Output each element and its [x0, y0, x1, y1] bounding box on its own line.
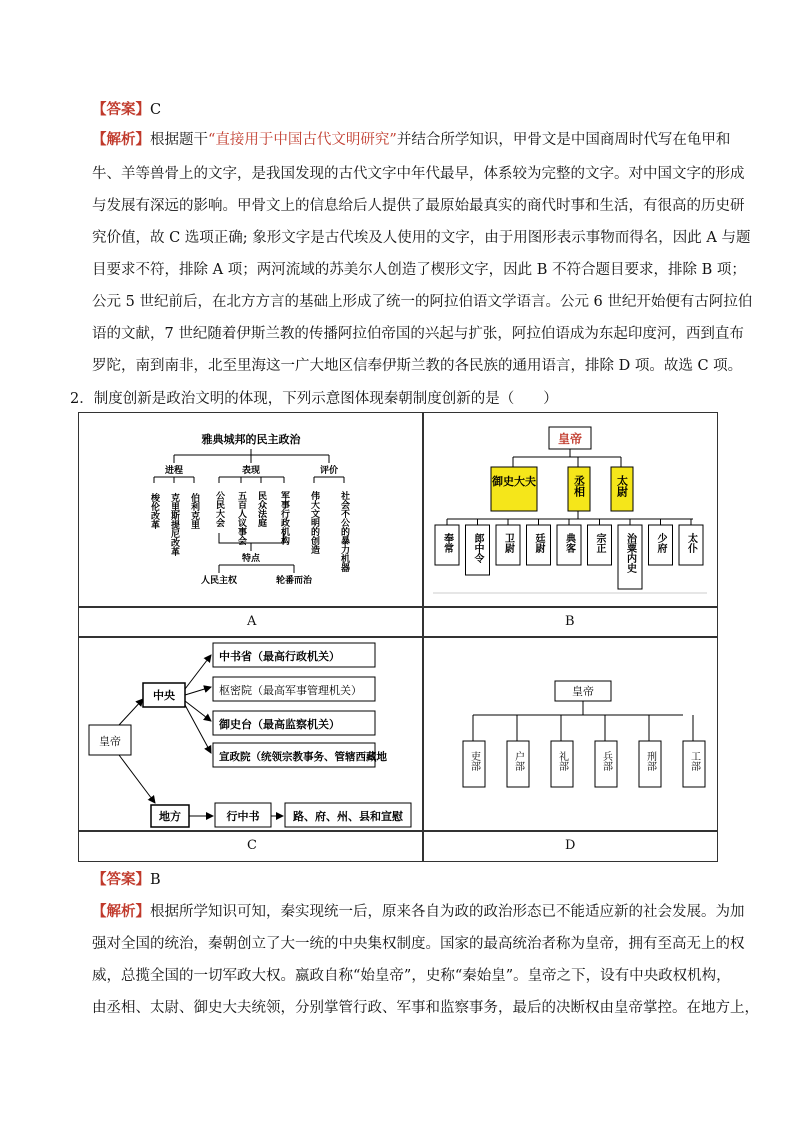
ministers-row: [435, 519, 703, 589]
analysis-2-line-0: [92, 902, 745, 922]
minister-label: 少府: [655, 533, 666, 553]
item: 军事行政机构: [279, 491, 289, 545]
analysis-1-line-2: 与发展有深远的影响。甲骨文上的信息给后人提供了最原始最真实的商代时事和生活，有很高的历史研: [92, 198, 745, 214]
minister-label: 卫尉: [502, 533, 514, 553]
emperor-box: 皇帝: [572, 685, 594, 698]
item: 民众法庭: [256, 491, 266, 527]
analysis-text: 根据所学知识可知，秦实现统一后，原来各自为政的政治形态已不能适应新的社会发展。为加: [150, 904, 745, 920]
analysis-tag: 【解析】: [92, 903, 150, 920]
analysis-1-line-4: 目要求不符，排除 A 项；两河流域的苏美尔人创造了楔形文字，因此 B 不符合题目要求，排除 B 项；: [92, 262, 746, 278]
ministry-label: 兵部: [600, 751, 612, 771]
analysis-2-line-2: 威，总揽全国的一切军政大权。嬴政自称“始皇帝”，史称“秦始皇”。皇帝之下，设有中央政权机构，: [92, 968, 731, 984]
option-b-label: B: [565, 614, 575, 629]
local-box: 地方: [159, 810, 181, 823]
answer-1: [92, 100, 732, 120]
answer-tag: 【答案】: [92, 101, 150, 118]
analysis-1-line-0: [92, 130, 732, 150]
branch-evaluation: 评价: [319, 466, 339, 476]
option-d-diagram: [422, 636, 718, 832]
item: 梭伦改革: [149, 493, 159, 529]
minister-label: 太仆: [685, 533, 697, 553]
censor-box: 御史大夫: [492, 475, 536, 488]
central-item: 御史台（最高监察机关）: [219, 718, 340, 731]
item: 克里斯提尼改革: [169, 493, 179, 556]
item: 伯利克里: [189, 493, 199, 529]
label-d-cell: [422, 830, 718, 862]
answer-value: B: [150, 872, 161, 888]
qin-structure-diagram: [423, 413, 717, 607]
option-c-diagram: [78, 636, 424, 832]
label-b-cell: [422, 606, 718, 638]
answer-2: [92, 870, 732, 890]
feature-item: 人民主权: [200, 576, 238, 586]
item: 伟大文明的创造: [309, 491, 319, 554]
feature-item: 轮番而治: [275, 576, 313, 586]
label-c-cell: [78, 830, 424, 862]
analysis-2-line-1: 强对全国的统治，秦朝创立了大一统的中央集权制度。国家的最高统治者称为皇帝，拥有至高无上的权: [92, 936, 745, 952]
ministry-label: 工部: [688, 751, 700, 771]
analysis-tag: 【解析】: [92, 131, 150, 148]
branch-progress: 进程: [164, 466, 184, 476]
ministry-label: 刑部: [644, 751, 656, 771]
ministry-label: 户部: [512, 751, 524, 771]
ministry-label: 礼部: [556, 751, 568, 771]
item: 公民大会: [214, 491, 224, 527]
answer-tag: 【答案】: [92, 871, 150, 888]
question-2: 2．制度创新是政治文明的体现，下列示意图体现秦朝制度创新的是（ ）: [70, 391, 558, 407]
emperor-box: 皇帝: [557, 432, 583, 446]
option-b-diagram: [422, 412, 718, 608]
commandant-box: 太尉: [615, 475, 629, 497]
emperor-box: 皇帝: [99, 735, 121, 748]
diagram-title: 雅典城邦的民主政治: [201, 433, 301, 446]
province-box: 行中书: [226, 810, 260, 823]
ming-structure-diagram: [423, 637, 717, 831]
analysis-text: 并结合所学知识，甲骨文是中国商周时代写在龟甲和: [396, 132, 731, 148]
analysis-1-line-5: 公元 5 世纪前后，在北方方言的基础上形成了统一的阿拉伯语文学语言。公元 6 世纪开始便有古阿拉伯: [92, 294, 753, 310]
option-c-label: C: [247, 838, 257, 853]
analysis-1-line-3: 究价值，故 C 选项正确; 象形文字是古代埃及人使用的文字，由于用图形表示事物而得名，因此 A 与题: [92, 230, 751, 246]
analysis-1-line-1: 牛、羊等兽骨上的文字，是我国发现的古代文字中年代最早，体系较为完整的文字。对中国文字的形成: [92, 166, 745, 182]
athens-democracy-diagram: [79, 413, 423, 607]
minister-label: 廷尉: [533, 533, 544, 553]
ministry-label: 吏部: [468, 751, 480, 771]
central-box: 中央: [153, 689, 175, 702]
option-d-label: D: [565, 838, 576, 853]
minister-label: 治粟内史: [624, 533, 636, 573]
central-item: 宣政院（统领宗教事务、管辖西藏地: [219, 751, 387, 763]
quote-text: “直接用于中国古代文明研究”: [208, 132, 397, 148]
minister-label: 郎中令: [472, 533, 483, 563]
answer-value: C: [150, 102, 162, 118]
chancellor-box: 丞相: [572, 475, 586, 497]
branch-performance: 表现: [241, 466, 261, 476]
minister-label: 宗正: [594, 533, 605, 553]
item: 五百人议事会: [236, 491, 246, 545]
ministries-row: [463, 715, 705, 787]
item: 社会不公的暴力机器: [339, 491, 349, 572]
analysis-2-line-3: 由丞相、太尉、御史大夫统领，分别掌管行政、军事和监察事务，最后的决断权由皇帝掌控。在地方上，: [92, 1000, 759, 1016]
label-a-cell: [78, 606, 424, 638]
central-item: 枢密院（最高军事管理机关）: [219, 684, 362, 697]
option-a-diagram: [78, 412, 424, 608]
analysis-1-line-7: 罗陀，南到南非，北至里海这一广大地区信奉伊斯兰教的各民族的通用语言，排除 D 项。故选 C 项。: [92, 358, 743, 374]
sub-box: 路、府、州、县和宣慰: [293, 810, 403, 823]
minister-label: 奉常: [441, 533, 453, 553]
feature-label: 特点: [241, 554, 261, 564]
minister-label: 典客: [563, 533, 575, 553]
analysis-text: 根据题干: [150, 132, 208, 148]
option-a-label: A: [247, 614, 257, 629]
central-item: 中书省（最高行政机关）: [219, 650, 340, 663]
yuan-structure-diagram: [79, 637, 423, 831]
analysis-1-line-6: 语的文献，7 世纪随着伊斯兰教的传播阿拉伯帝国的兴起与扩张，阿拉伯语成为东起印度河，西到直布: [92, 326, 744, 342]
